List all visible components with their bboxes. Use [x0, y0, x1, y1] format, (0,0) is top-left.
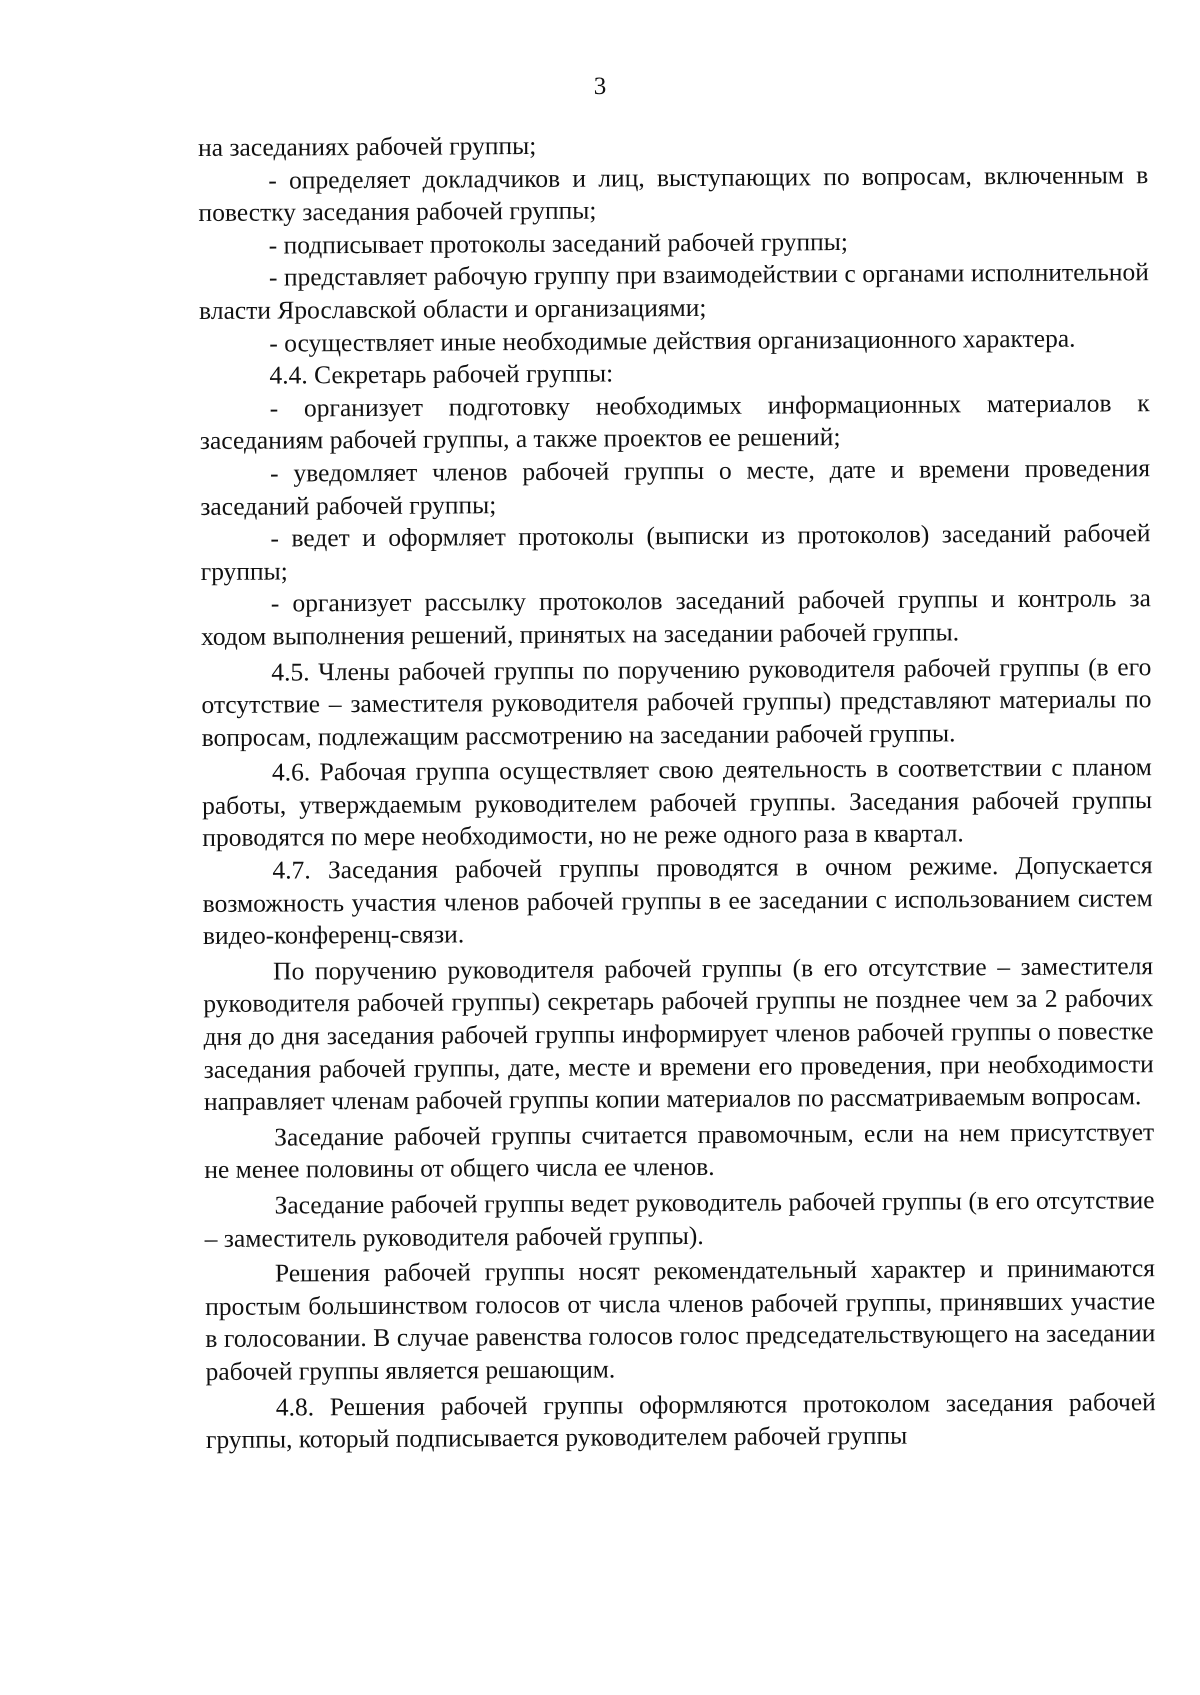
paragraph-list-item: - уведомляет членов рабочей группы о месте, дате и времени проведения заседаний рабочей группы; — [200, 453, 1151, 521]
paragraph-list-item: - осуществляет иные необходимые действия организационного характера. — [269, 323, 1076, 358]
page-number: 3 — [593, 73, 607, 100]
paragraph-continuation: на заседаниях рабочей группы; — [198, 130, 537, 162]
paragraph-list-item: - представляет рабочую группу при взаимодействии с органами исполнительной власти Ярославской области и организациями; — [199, 257, 1149, 325]
section-4-5-paragraph: 4.5. Члены рабочей группы по поручению руководителя рабочей группы (в его отсутствие – заместителя руководителя рабочей группы) представляют материалы по вопросам, подлежащим рассмотрению на заседании рабочей группы. — [201, 651, 1152, 752]
paragraph-list-item: - организует рассылку протоколов заседаний рабочей группы и контроль за ходом выполнения решений, принятых на заседании рабочей группы. — [200, 583, 1151, 651]
section-4-8-paragraph: 4.8. Решения рабочей группы оформляются протоколом заседания рабочей группы, который подписывается руководителем рабочей группы — [205, 1386, 1156, 1455]
paragraph-list-item: - организует подготовку необходимых информационных материалов к заседаниям рабочей группы, а также проектов ее решений; — [199, 387, 1150, 456]
paragraph-text: По поручению руководителя рабочей группы (в его отсутствие – заместителя руководителя рабочей группы) секретарь рабочей группы не позднее чем за 2 рабочих дня до дня заседания рабочей группы информирует членов рабочей группы о повестке заседания рабочей группы, дате, месте и времени его проведения, при необходимости направляет членам рабочей группы копии материалов по рассматриваемым вопросам. — [203, 951, 1154, 1117]
paragraph-text: Решения рабочей группы носят рекомендательный характер и принимаются простым большинством голосов от числа членов рабочей группы, принявших участие в голосовании. В случае равенства голосов голос председательствующего на заседании рабочей группы является решающим. — [205, 1253, 1156, 1386]
section-4-4-heading: 4.4. Секретарь рабочей группы: — [269, 358, 614, 390]
paragraph-list-item: - ведет и оформляет протоколы (выписки из протоколов) заседаний рабочей группы; — [200, 518, 1151, 586]
document-body — [198, 126, 1156, 1457]
paragraph-text: Заседание рабочей группы ведет руководитель рабочей группы (в его отсутствие – заместитель руководителя рабочей группы). — [204, 1185, 1155, 1253]
section-4-6-paragraph: 4.6. Рабочая группа осуществляет свою деятельность в соответствии с планом работы, утверждаемым руководителем рабочей группы. Заседания рабочей группы проводятся по мере необходимости, но не реже одного раза в квартал. — [202, 752, 1153, 853]
section-4-7-paragraph: 4.7. Заседания рабочей группы проводятся в очном режиме. Допускается возможность участия членов рабочей группы в ее заседании с использованием систем видео-конференц-связи. — [202, 850, 1153, 951]
paragraph-list-item: - определяет докладчиков и лиц, выступающих по вопросам, включенным в повестку заседания рабочей группы; — [198, 159, 1149, 228]
paragraph-list-item: - подписывает протоколы заседаний рабочей группы; — [268, 226, 849, 260]
paragraph-text: Заседание рабочей группы считается правомочным, если на нем присутствует не менее половины от общего числа ее членов. — [204, 1116, 1155, 1185]
